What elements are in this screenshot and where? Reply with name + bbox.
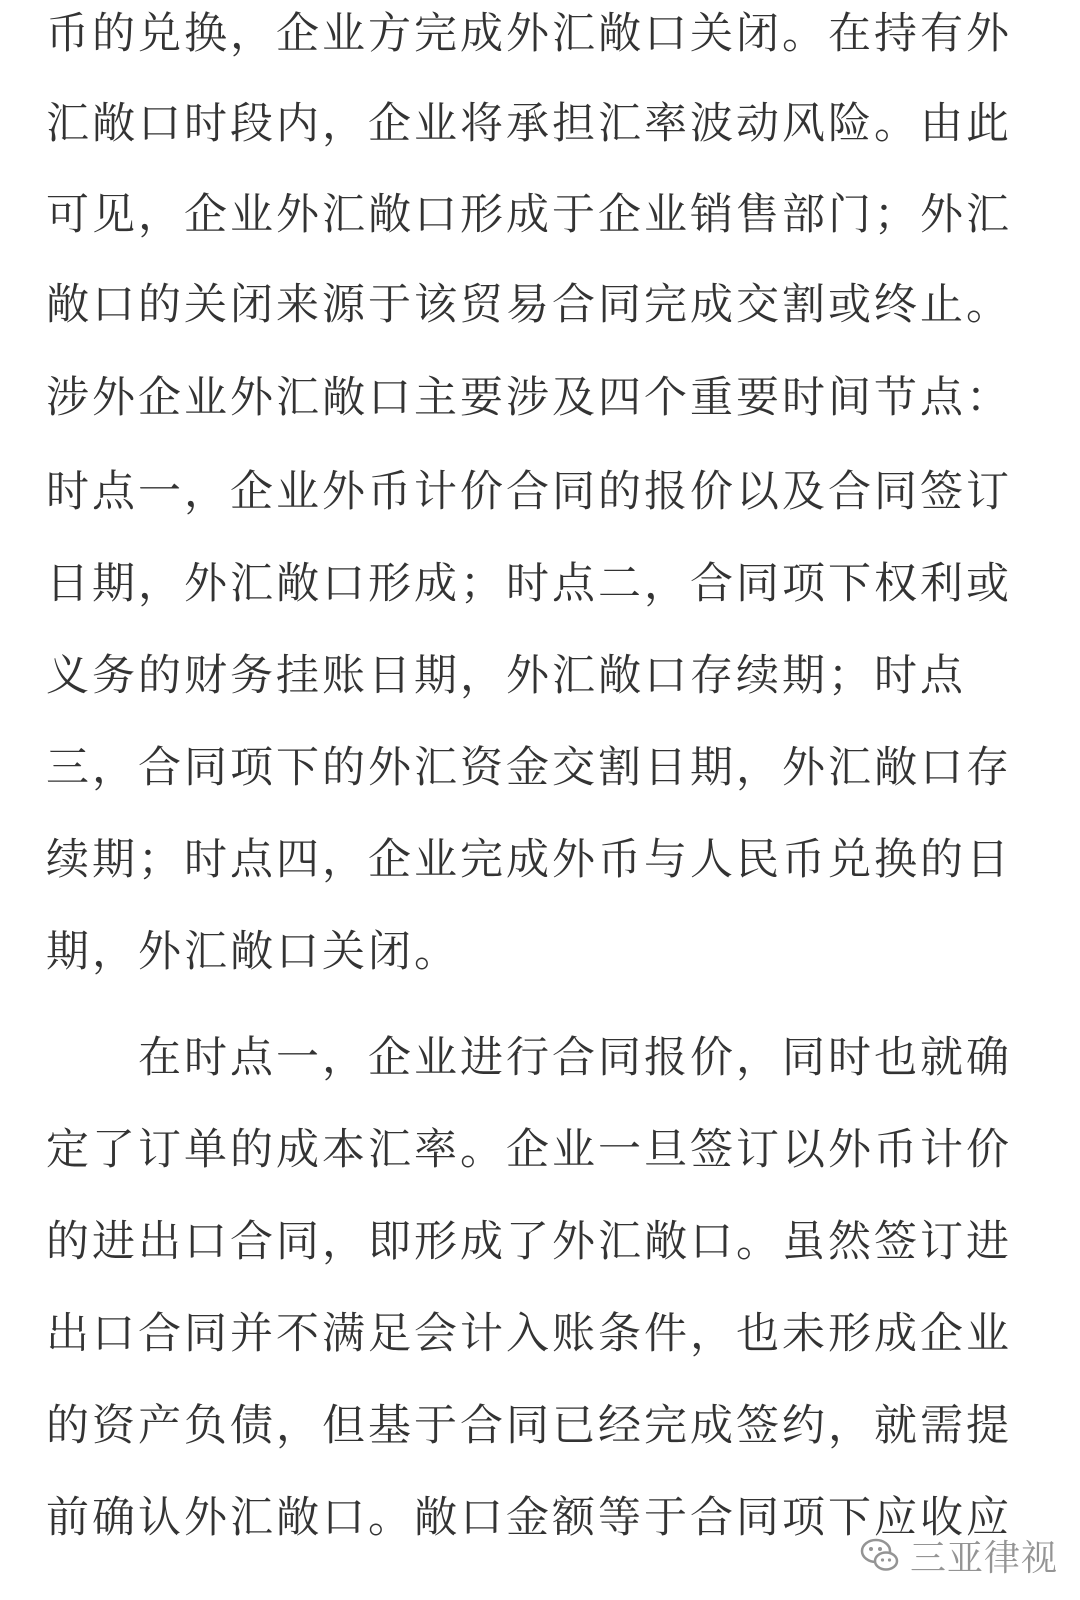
text-line: 时点一，企业外币计价合同的报价以及合同签订 [46, 467, 1012, 517]
text-line: 在时点一，企业进行合同报价，同时也就确 [46, 1033, 1012, 1083]
text-line: 币的兑换，企业方完成外汇敞口关闭。在持有外 [46, 9, 1012, 59]
text-line: 可见，企业外汇敞口形成于企业销售部门；外汇 [46, 190, 1012, 240]
text-line: 日期，外汇敞口形成；时点二，合同项下权利或 [46, 559, 1012, 609]
text-line: 的资产负债，但基于合同已经完成签约，就需提 [46, 1401, 1012, 1451]
text-line: 义务的财务挂账日期，外汇敞口存续期；时点 [46, 651, 966, 701]
text-line: 期，外汇敞口关闭。 [46, 927, 460, 977]
text-line: 续期；时点四，企业完成外币与人民币兑换的日 [46, 835, 1012, 885]
watermark-text: 三亚律视 [909, 1537, 1058, 1579]
text-line: 前确认外汇敞口。敞口金额等于合同项下应收应 [46, 1493, 1012, 1543]
text-line: 三，合同项下的外汇资金交割日期，外汇敞口存 [46, 743, 1012, 793]
text-line: 汇敞口时段内，企业将承担汇率波动风险。由此 [46, 99, 1012, 149]
wechat-icon [858, 1533, 902, 1577]
text-line: 涉外企业外汇敞口主要涉及四个重要时间节点： [46, 373, 1012, 423]
text-line: 定了订单的成本汇率。企业一旦签订以外币计价 [46, 1125, 1012, 1175]
watermark [858, 1530, 1058, 1580]
text-line: 出口合同并不满足会计入账条件，也未形成企业 [46, 1309, 1012, 1359]
text-line: 敞口的关闭来源于该贸易合同完成交割或终止。 [46, 280, 1012, 330]
text-line: 的进出口合同，即形成了外汇敞口。虽然签订进 [46, 1217, 1012, 1267]
